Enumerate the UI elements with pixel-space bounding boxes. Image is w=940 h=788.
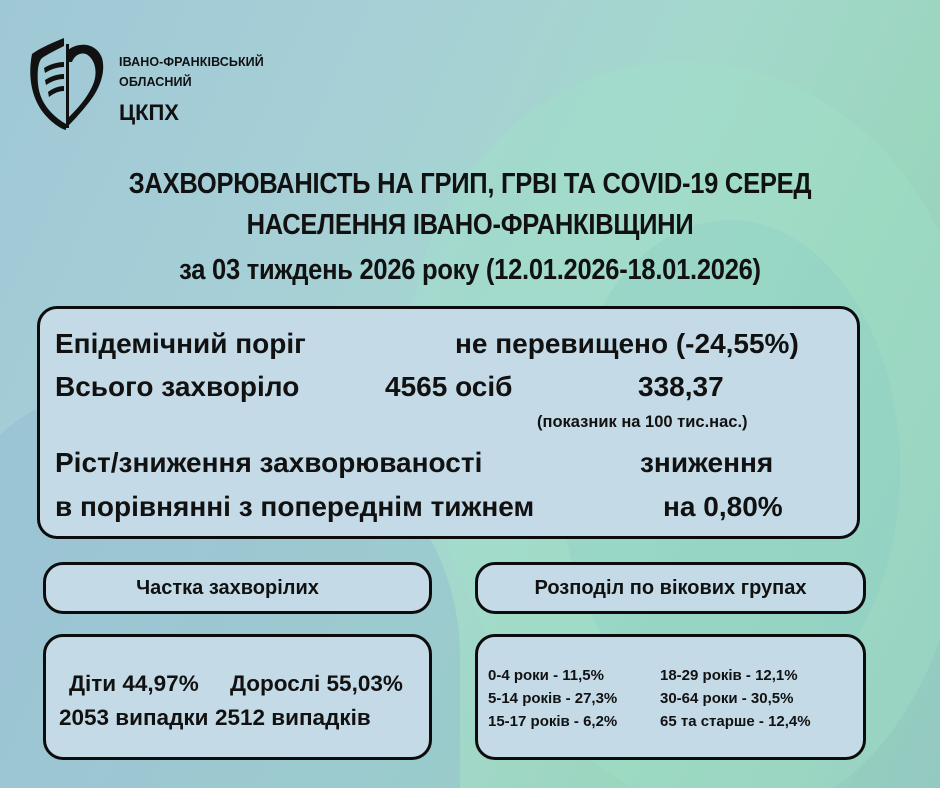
age-group-item: 65 та старше - 12,4% <box>660 713 811 730</box>
age-group-item: 0-4 роки - 11,5% <box>488 667 604 684</box>
share-heading-card <box>43 562 432 614</box>
shield-heart-logo-icon <box>26 34 108 132</box>
age-group-item: 15-17 років - 6,2% <box>488 713 618 730</box>
org-name-line2: ОБЛАСНИЙ <box>119 75 192 89</box>
age-groups-heading-card <box>475 562 866 614</box>
org-name-line1: ІВАНО-ФРАНКІВСЬКИЙ <box>119 55 264 69</box>
children-share: Діти 44,97% <box>69 671 199 696</box>
change-value: на 0,80% <box>663 491 783 522</box>
rate-note: (показник на 100 тис.нас.) <box>537 413 748 431</box>
age-group-item: 30-64 роки - 30,5% <box>660 690 794 707</box>
change-label-line1: Ріст/зниження захворюваності <box>55 447 483 478</box>
summary-card <box>37 306 860 539</box>
organization-name <box>119 52 264 128</box>
page-subtitle-period: за 03 тиждень 2026 року (12.01.2026-18.01.2026) <box>179 254 761 286</box>
page-title-line2: НАСЕЛЕННЯ ІВАНО-ФРАНКІВЩИНИ <box>246 209 694 241</box>
children-cases: 2053 випадки <box>59 705 209 730</box>
threshold-value: не перевищено (-24,55%) <box>455 328 799 359</box>
age-group-item: 18-29 років - 12,1% <box>660 667 798 684</box>
adults-share: Дорослі 55,03% <box>230 671 403 696</box>
org-abbreviation: ЦКПХ <box>119 100 179 125</box>
page-title-line1: ЗАХВОРЮВАНІСТЬ НА ГРИП, ГРВІ ТА COVID-19 СЕРЕД <box>128 168 812 200</box>
age-groups-card <box>475 634 866 760</box>
threshold-label: Епідемічний поріг <box>55 328 306 359</box>
age-groups-heading: Розподіл по вікових групах <box>534 576 807 599</box>
total-count: 4565 осіб <box>385 371 513 402</box>
age-group-item: 5-14 років - 27,3% <box>488 690 618 707</box>
total-label: Всього захворіло <box>55 371 300 402</box>
change-label-line2: в порівнянні з попереднім тижнем <box>55 491 535 522</box>
share-card <box>43 634 432 760</box>
share-heading: Частка захворілих <box>136 576 319 599</box>
adults-cases: 2512 випадків <box>215 705 371 730</box>
total-rate: 338,37 <box>638 371 724 402</box>
change-direction: зниження <box>640 447 774 478</box>
